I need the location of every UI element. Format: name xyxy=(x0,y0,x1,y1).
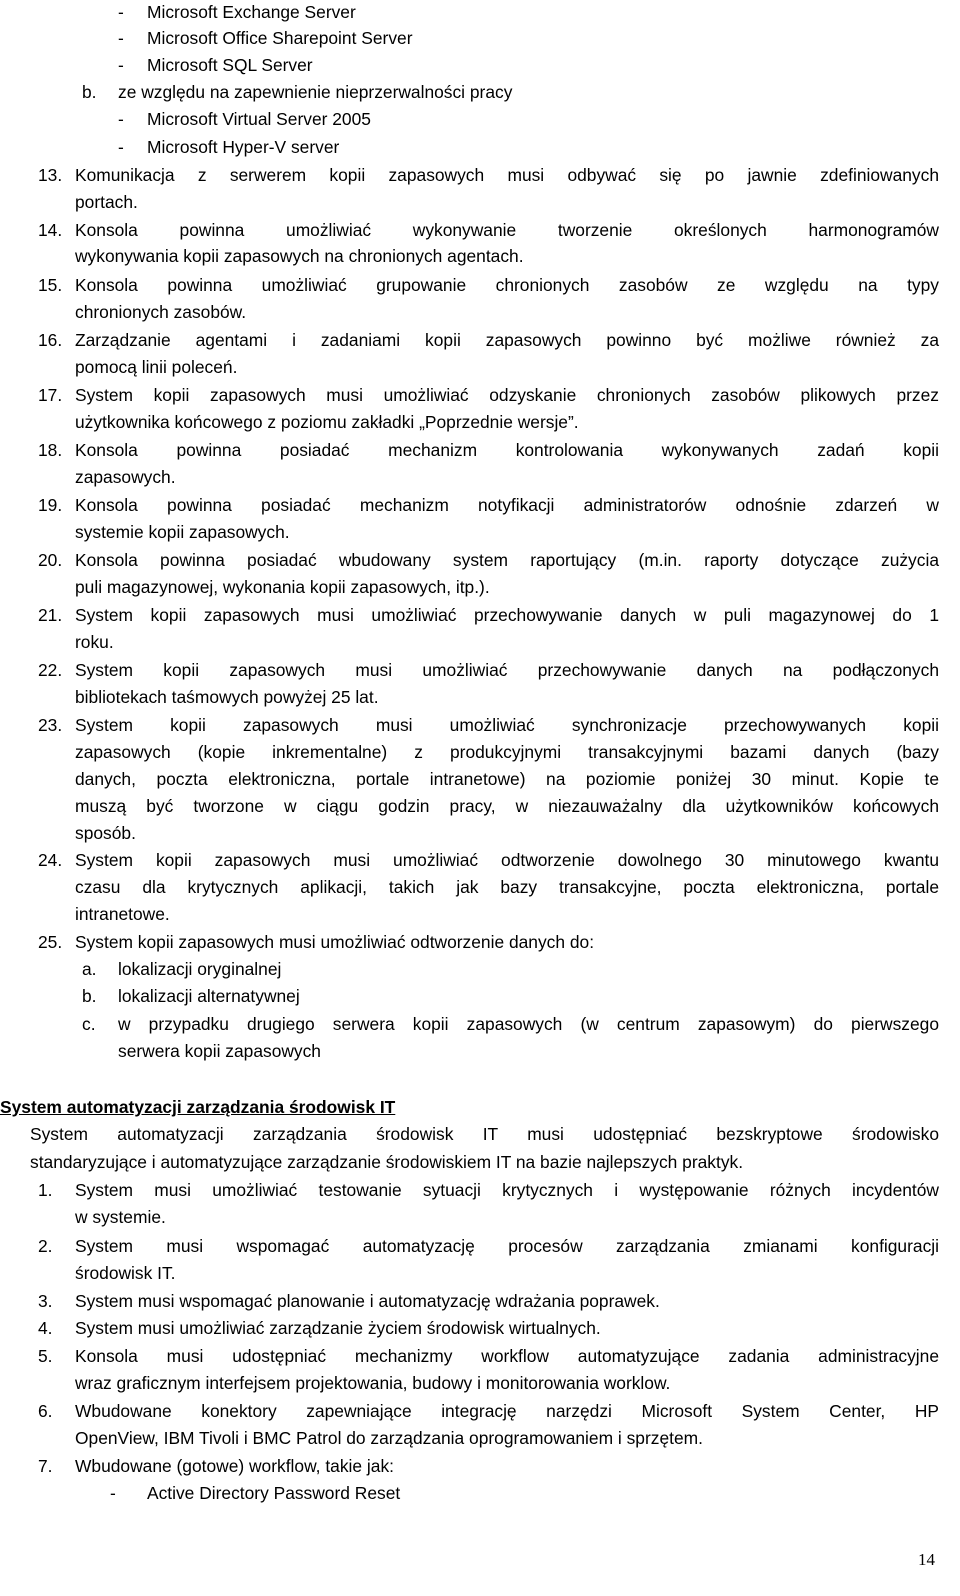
item-text-line: System kopii zapasowych musi umożliwiać przechowywanie danych na podłączonych xyxy=(75,660,939,680)
item-text-line: Konsola powinna umożliwiać grupowanie chronionych zasobów ze względu na typy xyxy=(75,275,939,295)
item-text-line: Zarządzanie agentami i zadaniami kopii zapasowych powinno być możliwe również za xyxy=(75,330,939,350)
item-text-line: System musi wspomagać automatyzację procesów zarządzania zmianami konfiguracji xyxy=(75,1236,939,1256)
list-dash: - xyxy=(118,55,124,75)
item-text-line: systemie kopii zapasowych. xyxy=(75,522,290,542)
item-text-line: użytkownika końcowego z poziomu zakładki „Poprzednie wersje”. xyxy=(75,412,579,432)
item-text-line: Konsola powinna posiadać wbudowany system raportujący (m.in. raporty dotyczące zużycia xyxy=(75,550,939,570)
item-text-line: wykonywania kopii zapasowych na chronionych agentach. xyxy=(75,246,524,266)
item-text-line: sposób. xyxy=(75,823,136,843)
item-text-line: puli magazynowej, wykonania kopii zapasowych, itp.). xyxy=(75,577,490,597)
item-text-line: System musi umożliwiać zarządzanie życiem środowisk wirtualnych. xyxy=(75,1318,601,1338)
list-dash: - xyxy=(118,109,124,129)
item-text-line: Wbudowane konektory zapewniające integrację narzędzi Microsoft System Center, HP xyxy=(75,1401,939,1421)
item-text-line: środowisk IT. xyxy=(75,1263,176,1283)
item-text-line: zapasowych (kopie inkrementalne) z produkcyjnymi transakcyjnymi bazami danych (bazy xyxy=(75,742,939,762)
item-text-line: Konsola powinna umożliwiać wykonywanie tworzenie określonych harmonogramów xyxy=(75,220,939,240)
list-dash: - xyxy=(110,1483,116,1503)
item-text-line: zapasowych. xyxy=(75,467,176,487)
item-number: 17. xyxy=(38,385,63,405)
list-item: Microsoft SQL Server xyxy=(147,55,313,75)
item-number: 14. xyxy=(38,220,63,240)
item-number: 13. xyxy=(38,165,63,185)
item-text-line: czasu dla krytycznych aplikacji, takich jak bazy transakcyjne, poczta elektroniczna, portale xyxy=(75,877,939,897)
list-item: Microsoft Office Sharepoint Server xyxy=(147,28,413,48)
item-number: 20. xyxy=(38,550,63,570)
section-heading: System automatyzacji zarządzania środowisk IT xyxy=(0,1097,396,1117)
item-text-line: lokalizacji oryginalnej xyxy=(118,959,282,979)
item-number: 25. xyxy=(38,932,63,952)
list-marker: a. xyxy=(82,959,97,979)
item-text-line: lokalizacji alternatywnej xyxy=(118,986,300,1006)
item-text-line: System kopii zapasowych musi umożliwiać odtworzenie danych do: xyxy=(75,932,595,952)
list-item: Microsoft Exchange Server xyxy=(147,2,356,22)
item-text-line: System kopii zapasowych musi umożliwiać przechowywanie danych w puli magazynowej do 1 xyxy=(75,605,939,625)
item-text-line: System kopii zapasowych musi umożliwiać odzyskanie chronionych zasobów plikowych przez xyxy=(75,385,939,405)
item-text-line: Konsola powinna posiadać mechanizm kontrolowania wykonywanych zadań kopii xyxy=(75,440,939,460)
item-number: 1. xyxy=(38,1180,53,1200)
list-item: Microsoft Virtual Server 2005 xyxy=(147,109,371,129)
item-text-line: serwera kopii zapasowych xyxy=(118,1041,321,1061)
item-number: 21. xyxy=(38,605,63,625)
item-text-line: Wbudowane (gotowe) workflow, takie jak: xyxy=(75,1456,394,1476)
list-marker: c. xyxy=(82,1014,96,1034)
item-number: 22. xyxy=(38,660,63,680)
item-number: 3. xyxy=(38,1291,53,1311)
item-text-line: System musi wspomagać planowanie i automatyzację wdrażania poprawek. xyxy=(75,1291,660,1311)
item-text-line: System kopii zapasowych musi umożliwiać synchronizacje przechowywanych kopii xyxy=(75,715,939,735)
list-dash: - xyxy=(118,137,124,157)
list-dash: - xyxy=(118,28,124,48)
section-intro-line: standaryzujące i automatyzujące zarządzanie środowiskiem IT na bazie najlepszych praktyk. xyxy=(30,1152,744,1172)
item-text-line: danych, poczta elektroniczna, portale intranetowe) na poziomie poniżej 30 minut. Kopie te xyxy=(75,769,939,789)
item-number: 16. xyxy=(38,330,63,350)
item-text-line: muszą być tworzone w ciągu godzin pracy, w niezauważalny dla użytkowników końcowych xyxy=(75,796,939,816)
item-text-line: w systemie. xyxy=(75,1207,166,1227)
item-text-line: wraz graficznym interfejsem projektowania, budowy i monitorowania worklow. xyxy=(75,1373,671,1393)
item-text-line: System kopii zapasowych musi umożliwiać odtworzenie dowolnego 30 minutowego kwantu xyxy=(75,850,939,870)
list-item: Active Directory Password Reset xyxy=(147,1483,401,1503)
item-text-line: bibliotekach taśmowych powyżej 25 lat. xyxy=(75,687,379,707)
item-text-line: roku. xyxy=(75,632,114,652)
list-item: ze względu na zapewnienie nieprzerwalności pracy xyxy=(118,82,513,102)
item-number: 23. xyxy=(38,715,63,735)
item-text-line: System musi umożliwiać testowanie sytuacji krytycznych i występowanie różnych incydentów xyxy=(75,1180,939,1200)
list-dash: - xyxy=(118,2,124,22)
item-number: 24. xyxy=(38,850,63,870)
list-marker: b. xyxy=(82,986,97,1006)
item-text-line: pomocą linii poleceń. xyxy=(75,357,238,377)
page-number: 14 xyxy=(918,1550,935,1569)
item-text-line: w przypadku drugiego serwera kopii zapasowych (w centrum zapasowym) do pierwszego xyxy=(118,1014,939,1034)
item-number: 18. xyxy=(38,440,63,460)
item-text-line: OpenView, IBM Tivoli i BMC Patrol do zarządzania oprogramowaniem i sprzętem. xyxy=(75,1428,703,1448)
item-text-line: Konsola musi udostępniać mechanizmy workflow automatyzujące zadania administracyjne xyxy=(75,1346,939,1366)
item-number: 15. xyxy=(38,275,63,295)
item-text-line: intranetowe. xyxy=(75,904,170,924)
item-number: 4. xyxy=(38,1318,53,1338)
item-number: 7. xyxy=(38,1456,53,1476)
item-number: 2. xyxy=(38,1236,53,1256)
section-intro-line: System automatyzacji zarządzania środowisk IT musi udostępniać bezskryptowe środowisko xyxy=(30,1124,939,1144)
item-number: 19. xyxy=(38,495,63,515)
item-text-line: chronionych zasobów. xyxy=(75,302,247,322)
item-number: 6. xyxy=(38,1401,53,1421)
item-text-line: Konsola powinna posiadać mechanizm notyfikacji administratorów odnośnie zdarzeń w xyxy=(75,495,939,515)
list-marker: b. xyxy=(82,82,97,102)
list-item: Microsoft Hyper-V server xyxy=(147,137,340,157)
item-text-line: portach. xyxy=(75,192,138,212)
item-number: 5. xyxy=(38,1346,53,1366)
item-text-line: Komunikacja z serwerem kopii zapasowych musi odbywać się po jawnie zdefiniowanych xyxy=(75,165,939,185)
